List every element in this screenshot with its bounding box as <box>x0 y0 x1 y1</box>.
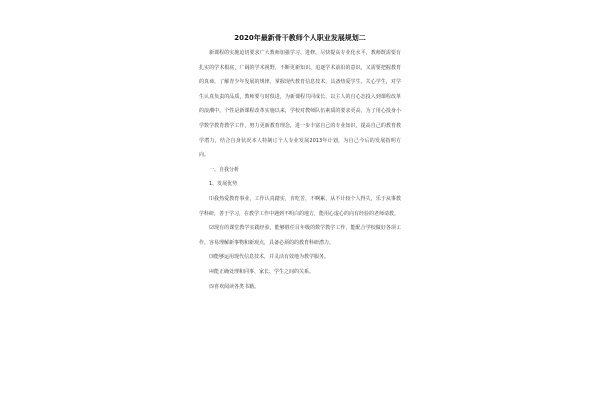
strength-item-4: ⑷能正确处理和同事、家长、学生之间的关系。 <box>209 268 315 275</box>
document-title: 2020年最新骨干教师个人职业发展规划二 <box>234 34 366 42</box>
strength-item-1: ⑴我热爱教育事业，工作认真踏实，肯吃苦，不啊累，从不计较个人得失，乐于从事教学科研，善于学习，在教学工作中遇到不明白的地方，能用心虚心的向有经验的老师请教。 <box>199 195 401 217</box>
strength-item-5: ⑸喜欢阅读各类书籍。 <box>209 283 260 290</box>
subsection-heading-strengths: 1、发展优势 <box>209 181 238 188</box>
strength-item-2: ⑵现有的课堂教学实践经验，能够胜任目年级的数学教学工作，能配合学校做好各项工作，容易理解新事物和新观点，具备必须的的教育科研潜力。 <box>199 225 401 246</box>
strength-item-3: ⑶能够运用现代信息技术，并灵活有效地为教学服务。 <box>209 254 330 261</box>
document-body <box>199 34 401 294</box>
intro-paragraph: 新课程的实施迫切要求广大教师加强学习、进修，尽快提高专业化水平，教师既需要有扎实的学术根底，广阔的学术视野，不断更新知识、追逐学术前沿的意识，又需要把握教育的真谛，了解青少年发展的规律，掌握现代教育信息技术，具备热爱学生、关心学生，对学生认真负责的品质，教师要与时俱进，为新课程共同成长，以主人的自心态投入到课程改革的浪潮中。个性是新课程改革实施以来，学校对教师队伍素质的要求更高，为了用心投身小学数学教育教学工作，努力更新教育理念，进一步丰富自己的专业知识，提高自己的教育教学潜力，结合自身状况本人特制订个人专业发展2013年计划，为自己今后的发展指明方向。 <box>199 50 401 159</box>
section-heading-self-analysis: 一、自我分析 <box>209 166 240 173</box>
